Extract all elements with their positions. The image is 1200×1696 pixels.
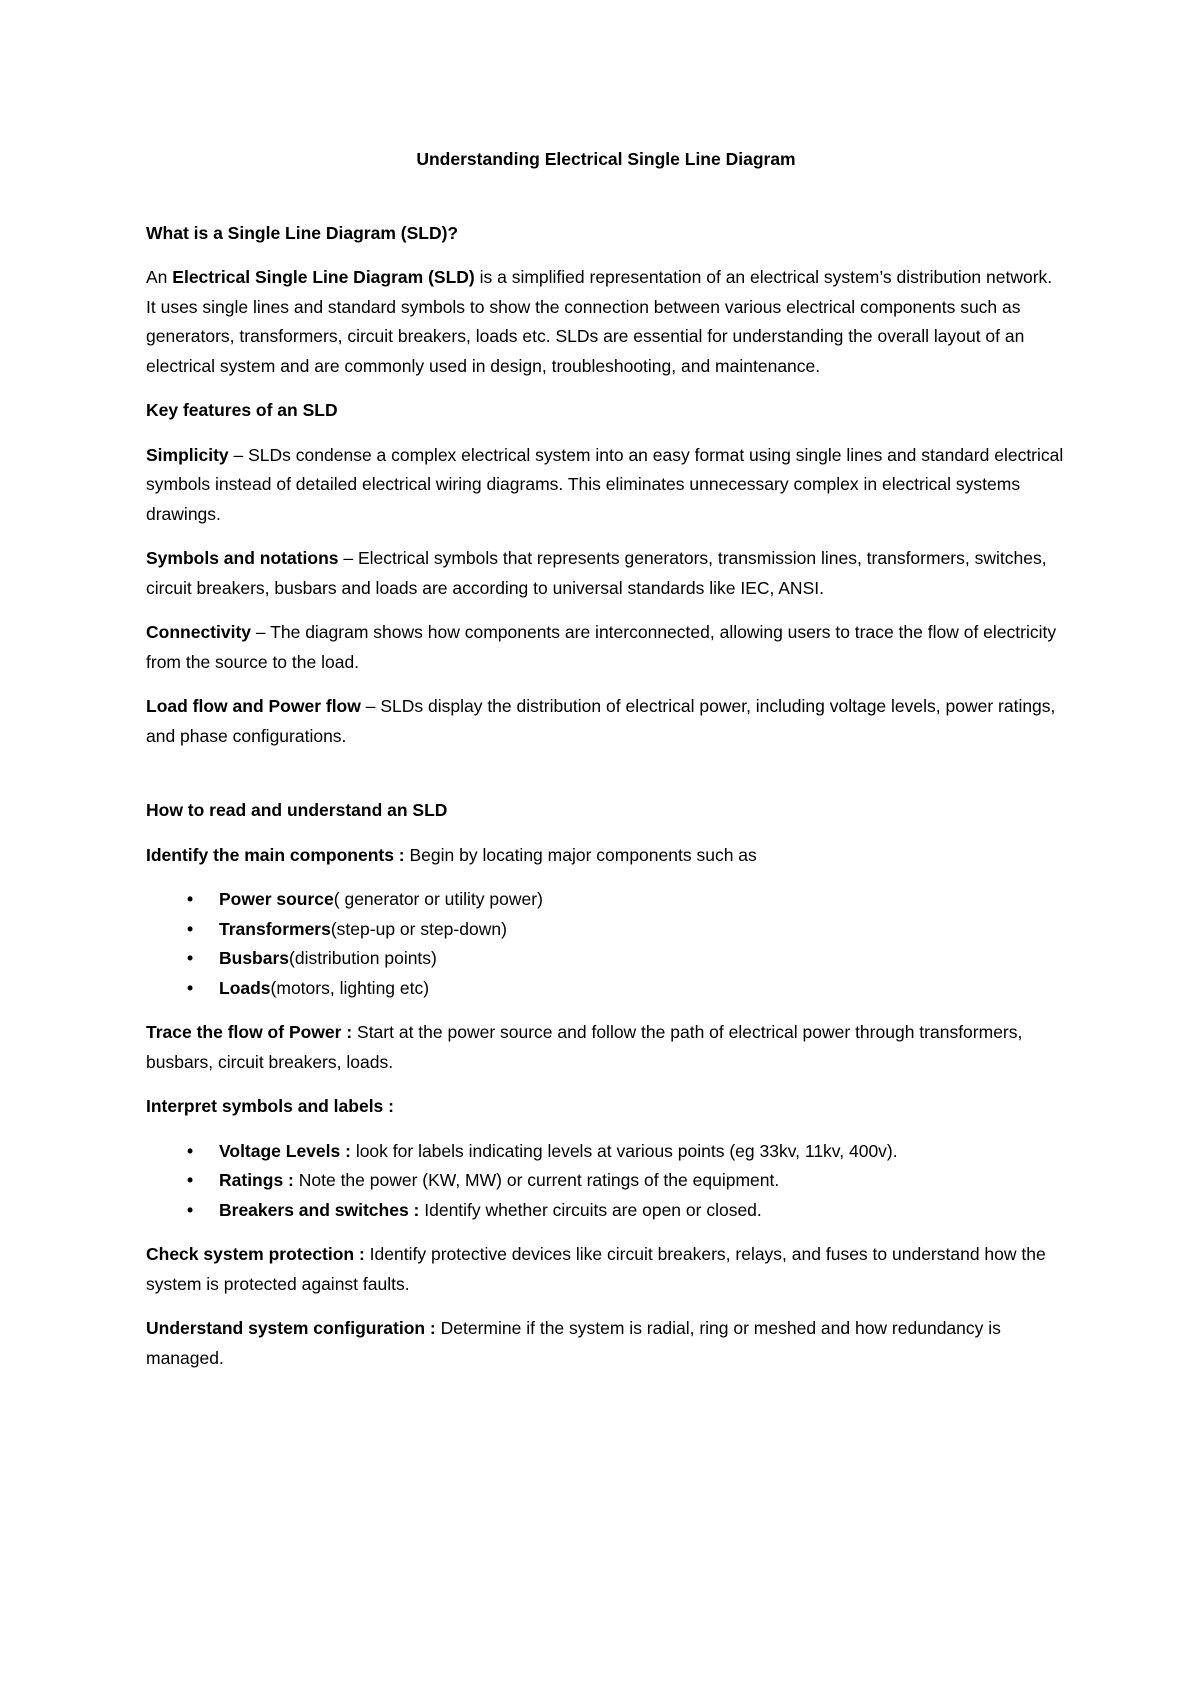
feature-term: Connectivity bbox=[146, 622, 252, 642]
list-item bbox=[146, 974, 1066, 1004]
identify-text: Begin by locating major components such as bbox=[404, 844, 757, 865]
symbols-list bbox=[146, 1137, 1066, 1226]
list-item-text: Note the power (KW, MW) or current ratings of the equipment. bbox=[293, 1170, 780, 1190]
trace-term: Trace the flow of Power : bbox=[146, 1022, 353, 1042]
intro-prefix: An bbox=[146, 267, 173, 287]
section-heading-how-to-read: How to read and understand an SLD bbox=[146, 800, 448, 820]
list-item-text: look for labels indicating levels at various points (eg 33kv, 11kv, 400v). bbox=[350, 1140, 898, 1161]
document-body bbox=[146, 145, 1066, 1373]
interpret-paragraph bbox=[146, 1092, 1066, 1122]
protection-paragraph bbox=[146, 1240, 1066, 1299]
feature-paragraph-symbols bbox=[146, 544, 1066, 603]
bullet-icon: • bbox=[187, 1140, 194, 1161]
list-item-text: (step-up or step-down) bbox=[330, 918, 507, 939]
intro-paragraph bbox=[146, 263, 1066, 381]
feature-paragraph-connectivity bbox=[146, 618, 1066, 677]
feature-term: Load flow and Power flow bbox=[146, 696, 361, 716]
configuration-text: Determine if the system is radial, ring or meshed and how redundancy is managed. bbox=[146, 1318, 1001, 1368]
list-item bbox=[146, 944, 1066, 974]
feature-paragraph-load-flow bbox=[146, 692, 1066, 751]
identify-term: Identify the main components : bbox=[146, 844, 405, 865]
protection-text: Identify protective devices like circuit breakers, relays, and fuses to understand how the system is protected against faults. bbox=[146, 1244, 1046, 1294]
bullet-icon: • bbox=[187, 918, 194, 939]
list-item bbox=[146, 915, 1066, 945]
list-item-bold: Busbars bbox=[219, 948, 290, 968]
list-item-text: Identify whether circuits are open or closed. bbox=[419, 1199, 762, 1220]
list-item-text: (motors, lighting etc) bbox=[270, 977, 430, 998]
trace-paragraph bbox=[146, 1018, 1066, 1077]
bullet-icon: • bbox=[187, 1199, 194, 1220]
document-title: Understanding Electrical Single Line Diagram bbox=[416, 149, 796, 169]
list-item-text: (distribution points) bbox=[289, 948, 437, 968]
intro-bold-term: Electrical Single Line Diagram (SLD) bbox=[172, 267, 475, 287]
list-item-bold: Voltage Levels : bbox=[219, 1140, 351, 1161]
list-item-bold: Breakers and switches : bbox=[219, 1199, 420, 1220]
list-item-bold: Ratings : bbox=[219, 1170, 294, 1190]
feature-text: – The diagram shows how components are interconnected, allowing users to trace the flow of electricity from the source to the load. bbox=[146, 622, 1057, 672]
list-item-bold: Power source bbox=[219, 889, 334, 909]
interpret-term: Interpret symbols and labels : bbox=[146, 1096, 394, 1116]
list-item bbox=[146, 1196, 1066, 1226]
intro-text: is a simplified representation of an electrical system’s distribution network. It uses single lines and standard symbols to show the connection between various electrical components such as generators, transformers, circuit breakers, loads etc. SLDs are essential for understanding the overall layout of an electrical system and are commonly used in design, troubleshooting, and maintenance. bbox=[146, 267, 1053, 376]
list-item bbox=[146, 1166, 1066, 1196]
bullet-icon: • bbox=[187, 948, 194, 968]
list-item bbox=[146, 885, 1066, 915]
feature-text: – SLDs condense a complex electrical system into an easy format using single lines and standard electrical symbols instead of detailed electrical wiring diagrams. This eliminates unnecessary complex in electrical systems drawings. bbox=[146, 444, 1064, 524]
feature-term: Simplicity bbox=[146, 444, 229, 465]
section-heading-key-features: Key features of an SLD bbox=[146, 400, 338, 420]
feature-term: Symbols and notations bbox=[146, 548, 339, 568]
feature-text: – SLDs display the distribution of electrical power, including voltage levels, power ratings, and phase configurations. bbox=[146, 696, 1056, 746]
components-list bbox=[146, 885, 1066, 1003]
bullet-icon: • bbox=[187, 977, 194, 998]
list-item-bold: Loads bbox=[219, 977, 271, 998]
feature-paragraph-simplicity bbox=[146, 441, 1066, 530]
section-heading-what-is-sld: What is a Single Line Diagram (SLD)? bbox=[146, 222, 459, 243]
protection-term: Check system protection : bbox=[146, 1244, 365, 1264]
configuration-term: Understand system configuration : bbox=[146, 1318, 436, 1338]
bullet-icon: • bbox=[187, 889, 194, 909]
list-item-text: ( generator or utility power) bbox=[333, 889, 543, 909]
list-item-bold: Transformers bbox=[219, 918, 331, 939]
identify-paragraph bbox=[146, 841, 1066, 871]
bullet-icon: • bbox=[187, 1170, 194, 1190]
trace-text: Start at the power source and follow the path of electrical power through transformers, busbars, circuit breakers, loads. bbox=[146, 1022, 1023, 1072]
configuration-paragraph bbox=[146, 1314, 1066, 1373]
list-item bbox=[146, 1137, 1066, 1167]
feature-text: – Electrical symbols that represents generators, transmission lines, transformers, switches, circuit breakers, busbars and loads are according to universal standards like IEC, ANSI. bbox=[146, 548, 1047, 598]
